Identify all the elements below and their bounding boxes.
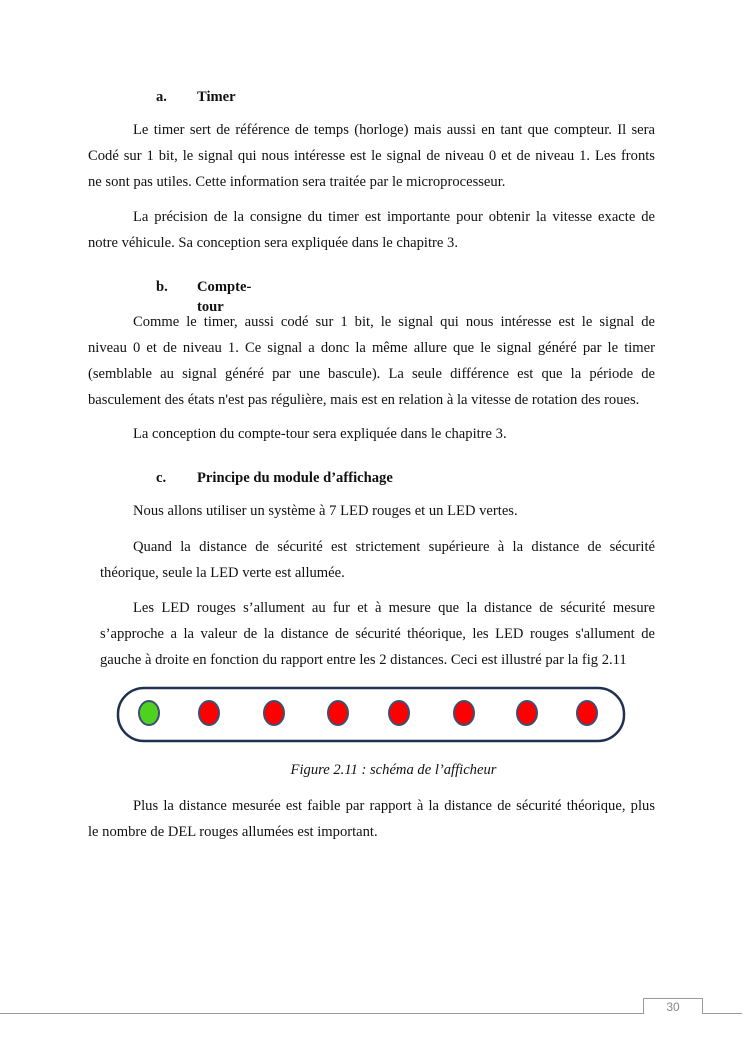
paragraph-line: La précision de la consigne du timer est importante pour obtenir la vitesse exacte de (133, 209, 655, 225)
figure-caption: Figure 2.11 : schéma de l’afficheur (290, 762, 497, 778)
footer-rule-left (0, 1013, 644, 1014)
page-number: 30 (666, 1000, 680, 1014)
paragraph-line: le nombre de DEL rouges allumées est important. (88, 824, 378, 840)
led-display-figure (110, 680, 640, 750)
led-red (389, 701, 409, 725)
paragraph-p7 (100, 595, 655, 673)
paragraph-line: Le timer sert de référence de temps (horloge) mais aussi en tant que compteur. Il sera (133, 122, 655, 138)
paragraph-line: Plus la distance mesurée est faible par rapport à la distance de sécurité théorique, plus (133, 798, 655, 814)
led-display-frame (118, 688, 624, 741)
paragraph-line: notre véhicule. Sa conception sera expliquée dans le chapitre 3. (88, 235, 458, 251)
led-green (139, 701, 159, 725)
paragraph-line: Comme le timer, aussi codé sur 1 bit, le signal qui nous intéresse est le signal de (133, 314, 655, 330)
led-red (199, 701, 219, 725)
section-letter: b. (156, 279, 168, 295)
paragraph-line: Les LED rouges s’allument au fur et à mesure que la distance de sécurité mesure (133, 600, 655, 616)
paragraph-line: gauche à droite en fonction du rapport entre les 2 distances. Ceci est illustré par la fig 2.11 (100, 652, 627, 668)
paragraph-p1 (88, 117, 655, 195)
section-letter: a. (156, 89, 167, 105)
paragraph-line: théorique, seule la LED verte est allumée. (100, 565, 345, 581)
section-title: Compte-tour (197, 279, 252, 315)
paragraph-p3 (88, 309, 655, 413)
paragraph-p2 (88, 204, 655, 256)
paragraph-p4 (88, 421, 655, 447)
paragraph-line: s’approche a la valeur de la distance de sécurité théorique, les LED rouges s'allument de (100, 626, 655, 642)
paragraph-p8 (88, 793, 655, 845)
led-red (577, 701, 597, 725)
led-red (454, 701, 474, 725)
led-red (264, 701, 284, 725)
led-red (328, 701, 348, 725)
paragraph-p5 (88, 498, 655, 524)
section-letter: c. (156, 470, 167, 486)
paragraph-line: Quand la distance de sécurité est strictement supérieure à la distance de sécurité (133, 539, 655, 555)
paragraph-line: La conception du compte-tour sera expliquée dans le chapitre 3. (133, 426, 507, 442)
footer-rule-right (702, 1013, 742, 1014)
led-red (517, 701, 537, 725)
paragraph-line: basculement des états n'est pas régulière, mais est en relation à la vitesse de rotation des roues. (88, 392, 640, 408)
paragraph-line: Codé sur 1 bit, le signal qui nous intéresse est le signal de niveau 0 et de niveau 1. Les fronts (88, 148, 655, 164)
paragraph-p6 (100, 534, 655, 586)
paragraph-line: (semblable au signal généré par une bascule). La seule différence est que la période de (88, 366, 655, 382)
paragraph-line: niveau 0 et de niveau 1. Ce signal a donc la même allure que le signal généré par le timer (88, 340, 655, 356)
section-title: Principe du module d’affichage (197, 470, 393, 486)
section-title: Timer (197, 89, 236, 105)
footer-box-top (643, 998, 703, 999)
paragraph-line: Nous allons utiliser un système à 7 LED rouges et un LED vertes. (133, 503, 518, 519)
footer-box-right (702, 998, 703, 1014)
section-heading-a (156, 87, 236, 107)
paragraph-line: ne sont pas utiles. Cette information sera traitée par le microprocesseur. (88, 174, 506, 190)
section-heading-c (156, 468, 393, 488)
section-heading-b (156, 277, 252, 315)
